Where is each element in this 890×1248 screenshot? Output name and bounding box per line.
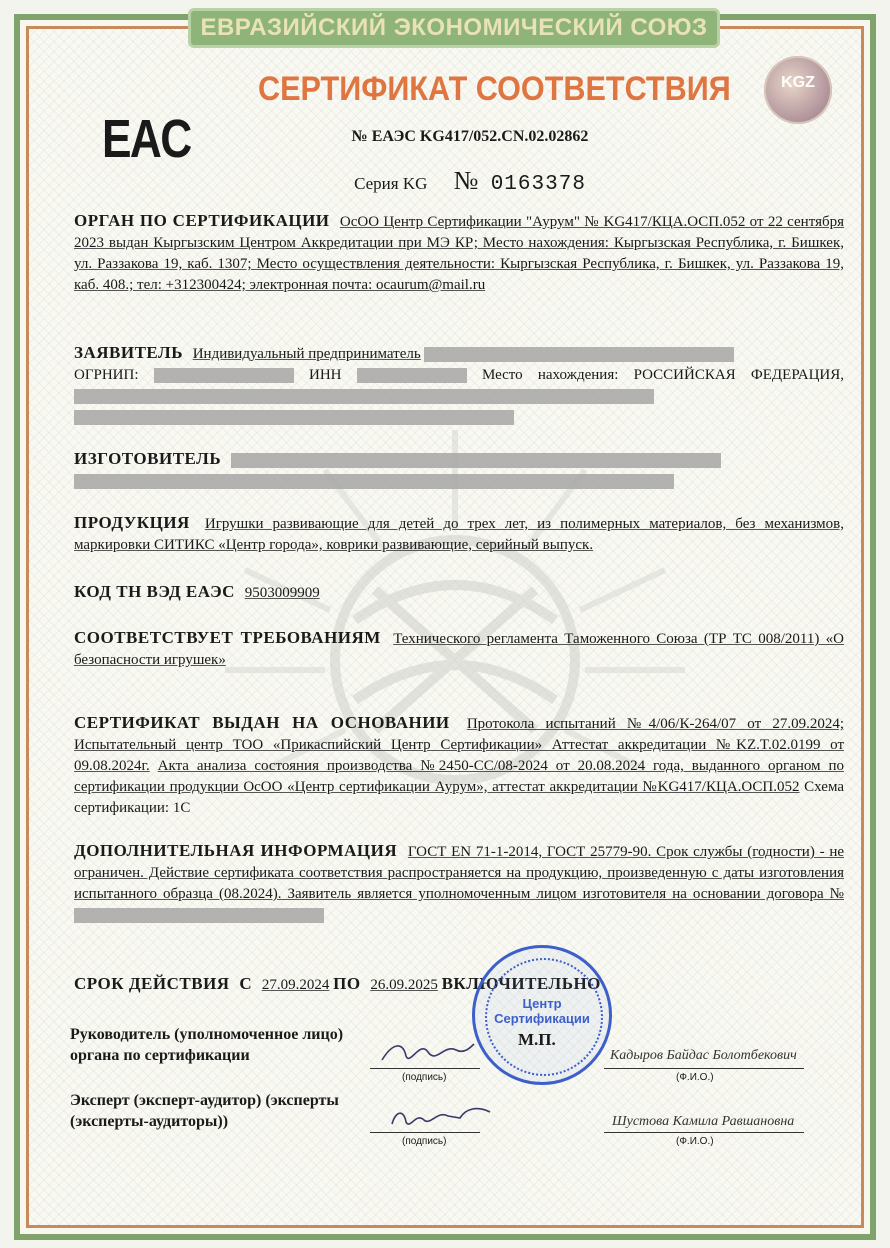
head-fio-line — [604, 1068, 804, 1069]
eac-mark: EAC — [102, 109, 191, 169]
product-text: Игрушки развивающие для детей до трех лет, из полимерных материалов, без механизмов, маркировки СИТИКС «Центр города», коврики развивающие, серийный выпуск. — [74, 516, 844, 553]
expert-name: Шустова Камила Равшановна — [612, 1114, 795, 1129]
expert-fio-caption: (Ф.И.О.) — [676, 1136, 714, 1147]
redacted-manufacturer — [231, 453, 721, 468]
series-line — [300, 166, 640, 196]
certification-body-label: ОРГАН ПО СЕРТИФИКАЦИИ — [74, 211, 330, 230]
conformity-text: Технического регламента Таможенного Союза (ТР ТС 008/2011) «О безопасности игрушек» — [74, 631, 845, 668]
redacted-manufacturer-2 — [74, 474, 674, 489]
additional-info-label: ДОПОЛНИТЕЛЬНАЯ ИНФОРМАЦИЯ — [74, 841, 398, 860]
inn-label: ИНН — [308, 367, 342, 383]
validity-label: СРОК ДЕЙСТВИЯ — [74, 974, 230, 993]
certification-body-section — [74, 210, 844, 296]
head-signature — [378, 1036, 478, 1070]
kgz-emblem — [764, 56, 832, 124]
validity-inclusive: ВКЛЮЧИТЕЛЬНО — [441, 974, 601, 993]
redacted-contract — [74, 908, 324, 923]
conformity-label: СООТВЕТСТВУЕТ ТРЕБОВАНИЯМ — [74, 628, 381, 647]
hs-code-value: 9503009909 — [244, 585, 320, 601]
basis-text: Протокола испытаний №4/06/К-264/07 от 27.09.2024; Испытательный центр ТОО «Прикаспийский Центр Сертификации» Аттестат аккредитации №KZ.T.02.0199 от 09.08.2024г. — [74, 716, 844, 774]
certification-center-stamp — [472, 945, 612, 1085]
serial-number: 0163378 — [490, 173, 586, 196]
applicant-label: ЗАЯВИТЕЛЬ — [74, 343, 183, 362]
validity-from-label: С — [239, 974, 253, 993]
product-section — [74, 512, 844, 556]
ogrnip-label: ОГРНИП: — [74, 367, 139, 383]
redacted-ogrnip — [154, 368, 294, 383]
certification-body-text: ОсОО Центр Сертификации "Аурум" № KG417/КЦА.ОСП.052 от 22 сентября 2023 выдан Кыргызским Центром Аккредитации при МЭ КР; Место нахождения: Кыргызская Республика, г. Бишкек, ул. Раззакова 19, каб. 1307; Место осуществления деятельности: Кыргызская Республика, г. Бишкек, ул. Раззакова 19, каб. 408.; тел: +312300424; электронная почта: ocaurum@mail.ru — [74, 214, 844, 293]
basis-section — [74, 712, 844, 819]
validity-to-label: ПО — [333, 974, 361, 993]
head-signature-caption: (подпись) — [402, 1072, 447, 1083]
applicant-type: Индивидуальный предприниматель — [192, 346, 421, 362]
redacted-inn — [357, 368, 467, 383]
head-name: Кадыров Байдас Болотбекович — [610, 1048, 797, 1063]
expert-signature — [386, 1102, 496, 1134]
certificate-title: СЕРТИФИКАТ СООТВЕТСТВИЯ — [258, 70, 731, 108]
basis-text-2: Акта анализа состояния производства №2450-СС/08-2024 от 20.08.2024 года, выданного органом по сертификации продукции ОсОО «Центр сертификации Аурум», аттестат аккредитации №KG417/КЦА.ОСП.052 — [74, 758, 844, 795]
hs-code-section — [74, 581, 844, 604]
expert-signature-caption: (подпись) — [402, 1136, 447, 1147]
applicant-location: Место нахождения: РОССИЙСКАЯ ФЕДЕРАЦИЯ, — [481, 367, 844, 383]
manufacturer-section — [74, 448, 844, 492]
validity-from-date: 27.09.2024 — [261, 977, 330, 993]
head-fio-caption: (Ф.И.О.) — [676, 1072, 714, 1083]
additional-info-text: ГОСТ EN 71-1-2014, ГОСТ 25779-90. Срок службы (годности) - не ограничен. Действие сертификата соответствия распространяется на продукцию, произведенную с даты изготовления испытанного образца (08.2024). Заявитель является уполномоченным лицом изготовителя на основании договора № — [74, 844, 844, 902]
additional-info-section — [74, 840, 844, 926]
validity-section — [74, 973, 844, 996]
redacted-address-2 — [74, 410, 514, 425]
kgz-emblem-text: KGZ — [781, 74, 815, 91]
product-label: ПРОДУКЦИЯ — [74, 513, 190, 532]
redacted-applicant-name — [424, 347, 734, 362]
expert-label: Эксперт (эксперт-аудитор) (эксперты (эксперты-аудиторы)) — [70, 1092, 339, 1130]
validity-to-date: 26.09.2025 — [370, 977, 438, 993]
eaeu-banner: ЕВРАЗИЙСКИЙ ЭКОНОМИЧЕСКИЙ СОЮЗ — [188, 8, 720, 48]
hs-code-label: КОД ТН ВЭД ЕАЭС — [74, 582, 235, 601]
series-label: Серия KG — [354, 174, 428, 193]
redacted-address — [74, 389, 654, 404]
stamp-text: Центр Сертификации — [494, 996, 590, 1026]
number-sign: № — [453, 166, 479, 195]
certification-scheme: Схема сертификации: 1С — [74, 779, 845, 816]
manufacturer-label: ИЗГОТОВИТЕЛЬ — [74, 449, 222, 468]
stamp-place-mark: М.П. — [518, 1030, 556, 1049]
applicant-section — [74, 342, 844, 428]
certificate-number: № ЕАЭС KG417/052.CN.02.02862 — [351, 128, 589, 145]
conformity-section — [74, 627, 844, 671]
basis-label: СЕРТИФИКАТ ВЫДАН НА ОСНОВАНИИ — [74, 713, 450, 732]
expert-fio-line — [604, 1132, 804, 1133]
head-signatory-label: Руководитель (уполномоченное лицо) органа по сертификации — [70, 1026, 344, 1064]
